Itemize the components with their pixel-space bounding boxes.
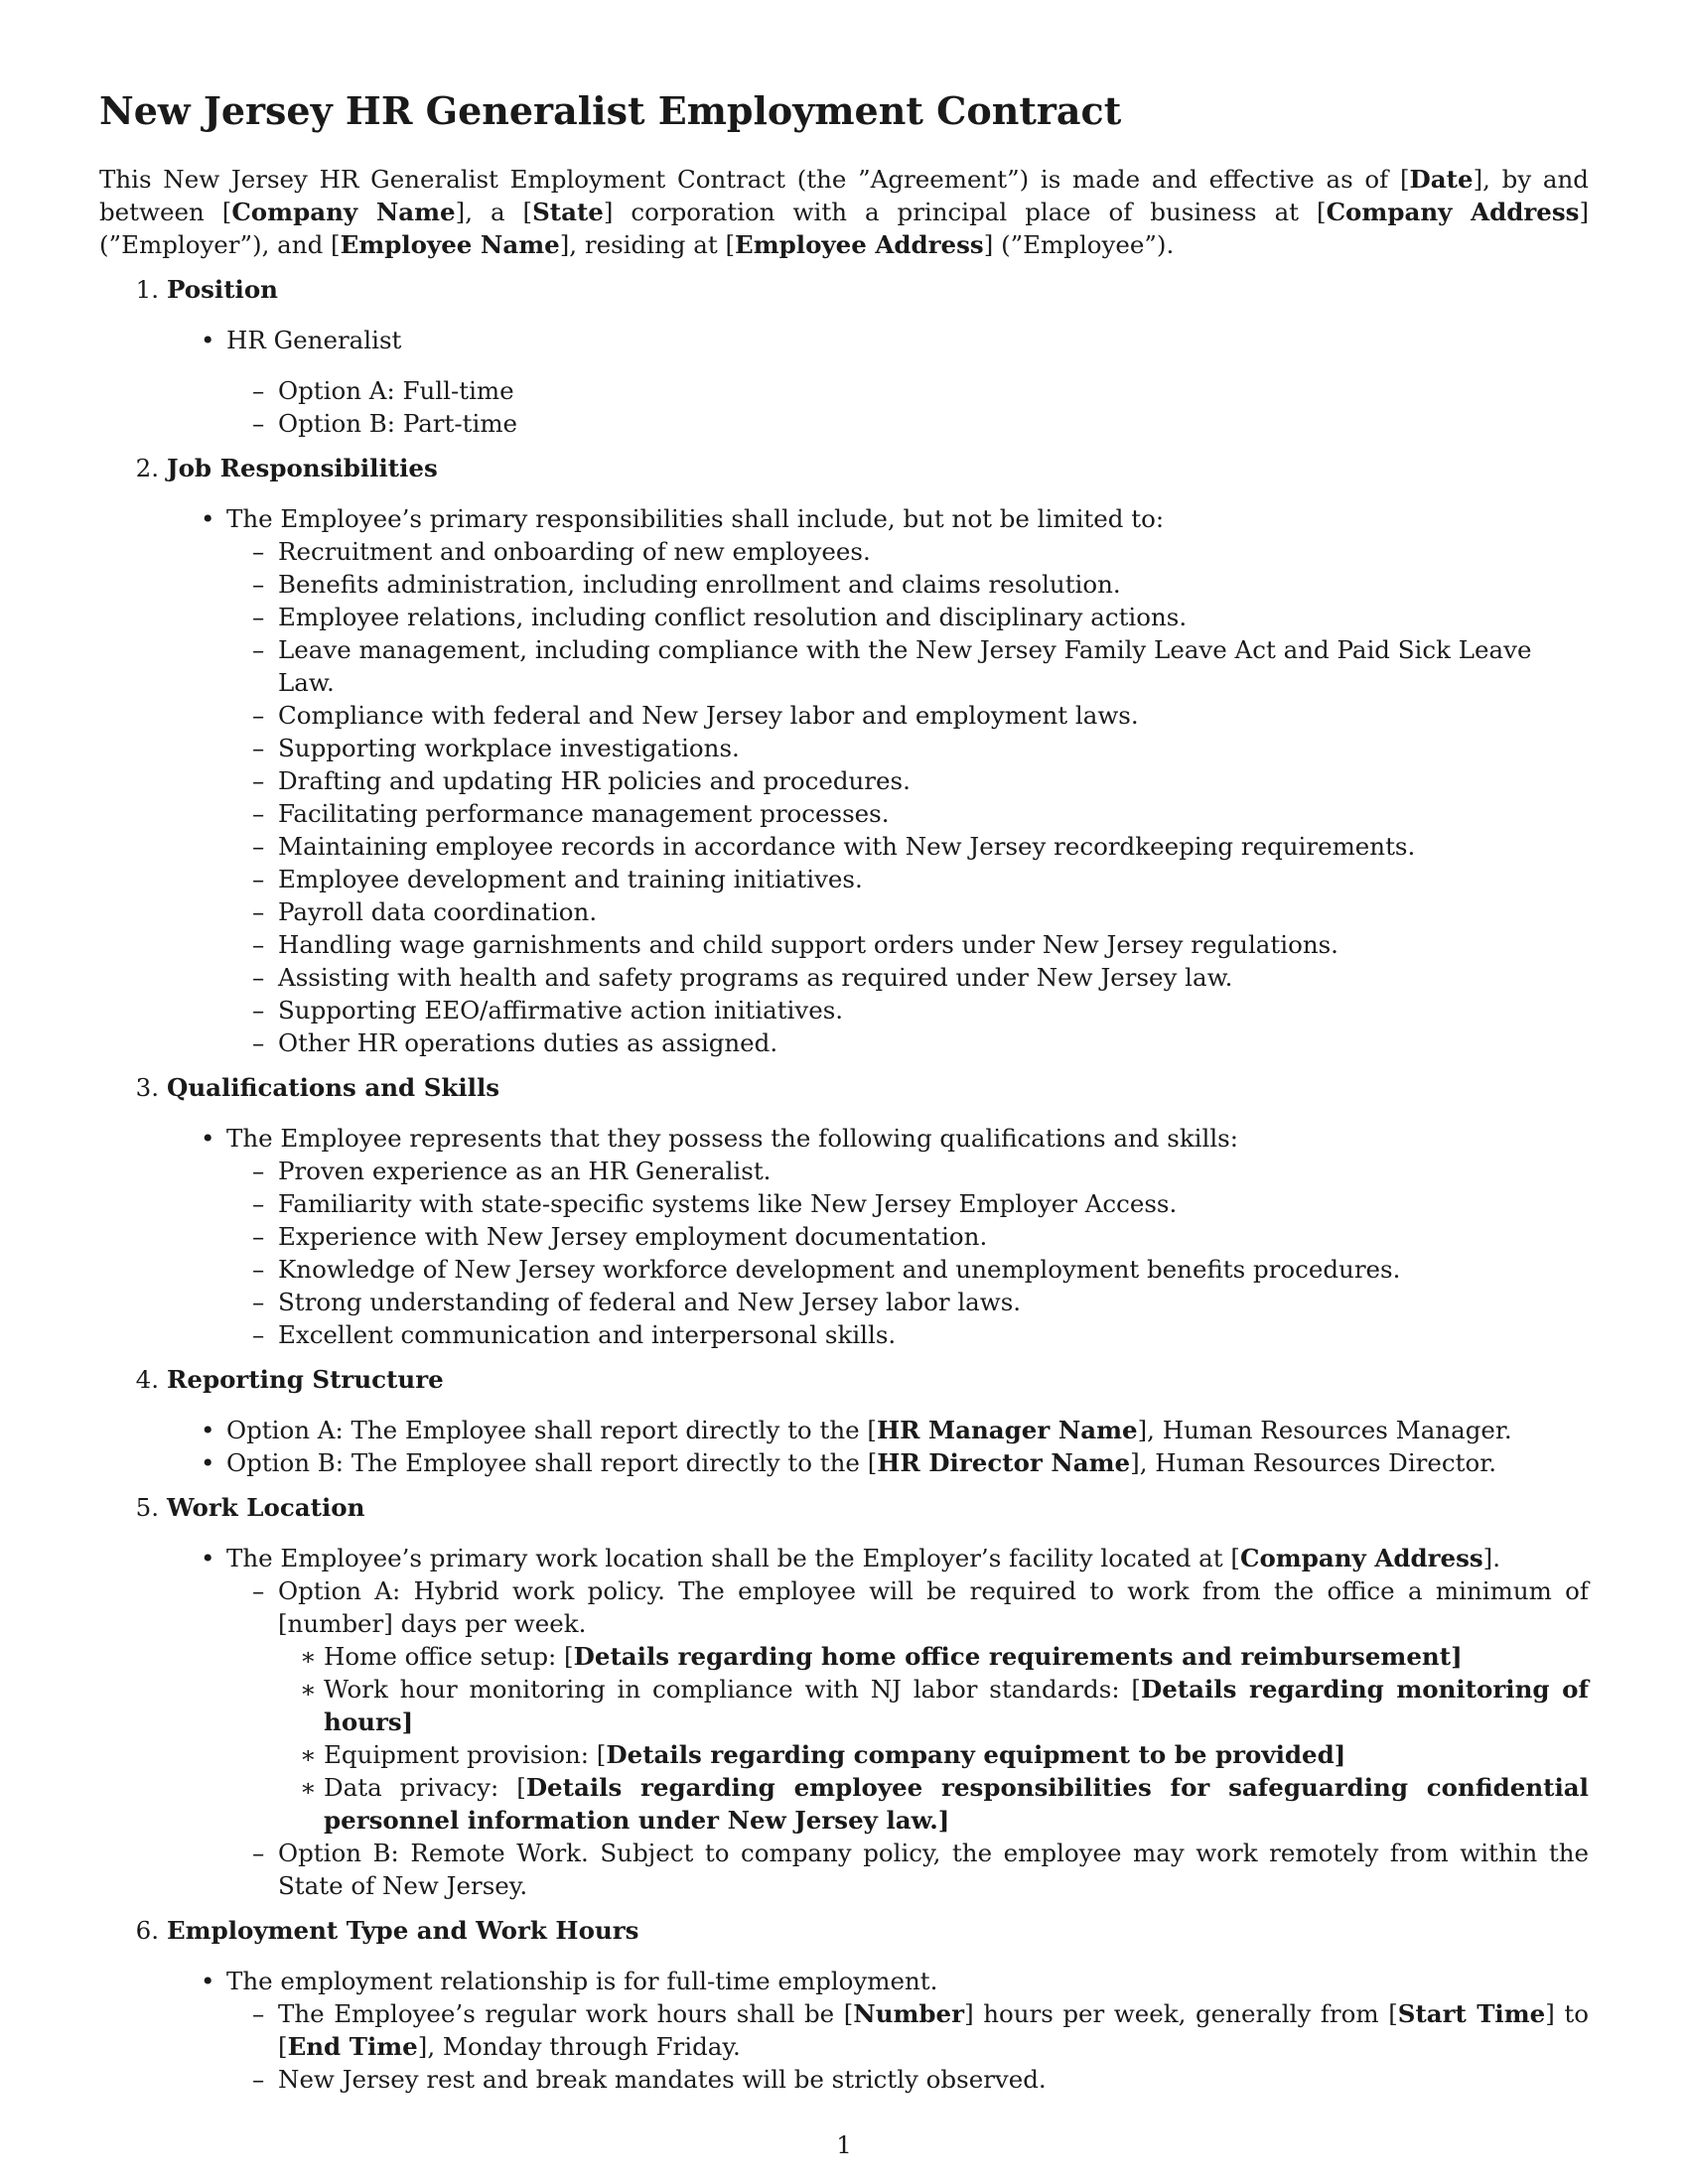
list-item: – Maintaining employee records in accordance with New Jersey recordkeeping requirements. — [278, 830, 1589, 863]
bullet-list — [226, 1122, 1589, 1351]
section-heading — [99, 1914, 1589, 1947]
section-title: Reporting Structure — [167, 1365, 444, 1394]
list-item: ∗ Data privacy: [Details regarding employee responsibilities for safeguarding confidential personnel information under New Jersey law.] — [324, 1771, 1589, 1837]
sub-list — [278, 1574, 1589, 1902]
section-heading — [99, 452, 1589, 484]
list-item: • The Employee’s primary work location shall be the Employer’s facility located at [Company Address]. – Option A: Hybrid work policy. The employee will be required to work from the office a minimum of [number] days per week. ∗ Home office setup: [Details regarding home office requirements and reimbursement] ∗ Work hour monitoring in compliance with NJ labor standards: [Details regarding monitoring of hours] ∗ Equipment provision: [Details regarding company equipment to be provided] ∗ Data privacy: [Details regarding employee responsibilities for safeguarding confidential personnel information under New Jersey law.] – Option B: Remote Work. Subject to company policy, the employee may work remotely from within the State of New Jersey. — [226, 1542, 1589, 1902]
bullet-list — [226, 1542, 1589, 1902]
list-item: – Strong understanding of federal and New Jersey labor laws. — [278, 1286, 1589, 1318]
section-title: Work Location — [167, 1493, 365, 1522]
list-item: • HR Generalist – Option A: Full-time – Option B: Part-time — [226, 324, 1589, 440]
detail-list — [324, 1640, 1589, 1837]
section-heading — [99, 1491, 1589, 1524]
section-number: 4. — [135, 1365, 159, 1394]
list-item: – Other HR operations duties as assigned. — [278, 1026, 1589, 1059]
list-item: • Option B: The Employee shall report directly to the [HR Director Name], Human Resources Director. — [226, 1446, 1589, 1479]
section-heading — [99, 1071, 1589, 1104]
section-title: Job Responsibilities — [167, 454, 438, 482]
section-qualifications — [99, 1071, 1589, 1351]
list-item: – Supporting workplace investigations. — [278, 732, 1589, 764]
list-item: – Proven experience as an HR Generalist. — [278, 1155, 1589, 1187]
hr-manager-name-placeholder: HR Manager Name — [876, 1416, 1138, 1444]
list-item: – Option A: Hybrid work policy. The employee will be required to work from the office a minimum of [number] days per week. ∗ Home office setup: [Details regarding home office requirements and reimbursement] ∗ Work hour monitoring in compliance with NJ labor standards: [Details regarding monitoring of hours] ∗ Equipment provision: [Details regarding company equipment to be provided] ∗ Data privacy: [Details regarding employee responsibilities for safeguarding confidential personnel information under New Jersey law.] — [278, 1574, 1589, 1837]
section-number: 1. — [135, 275, 159, 304]
section-position — [99, 273, 1589, 440]
list-item: – The Employee’s regular work hours shall be [Number] hours per week, generally from [Start Time] to [End Time], Monday through Friday. — [278, 1997, 1589, 2063]
list-item: – Option B: Remote Work. Subject to company policy, the employee may work remotely from within the State of New Jersey. — [278, 1837, 1589, 1902]
sub-list — [278, 535, 1589, 1059]
list-item: – New Jersey rest and break mandates will be strictly observed. — [278, 2063, 1589, 2096]
company-name-placeholder: Company Name — [231, 198, 456, 226]
end-time-placeholder: End Time — [287, 2032, 418, 2061]
list-item: – Familiarity with state-specific systems like New Jersey Employer Access. — [278, 1187, 1589, 1220]
sub-list — [278, 1155, 1589, 1351]
list-item: – Handling wage garnishments and child support orders under New Jersey regulations. — [278, 928, 1589, 961]
list-item: – Supporting EEO/affirmative action initiatives. — [278, 994, 1589, 1026]
list-item: – Payroll data coordination. — [278, 895, 1589, 928]
bullet-list — [226, 502, 1589, 1059]
section-number: 3. — [135, 1073, 159, 1102]
bullet-list — [226, 1965, 1589, 2096]
hr-director-name-placeholder: HR Director Name — [877, 1448, 1131, 1477]
employee-name-placeholder: Employee Name — [340, 230, 560, 259]
list-item: – Benefits administration, including enrollment and claims resolution. — [278, 568, 1589, 601]
employee-address-placeholder: Employee Address — [735, 230, 984, 259]
document-page — [99, 87, 1589, 2096]
sub-list — [278, 374, 1589, 440]
list-item: – Option B: Part-time — [278, 407, 1589, 440]
list-item: ∗ Equipment provision: [Details regarding company equipment to be provided] — [324, 1738, 1589, 1771]
section-heading — [99, 1363, 1589, 1396]
section-work-location — [99, 1491, 1589, 1902]
section-reporting-structure — [99, 1363, 1589, 1479]
start-time-placeholder: Start Time — [1397, 1999, 1546, 2028]
section-number: 5. — [135, 1493, 159, 1522]
document-title: New Jersey HR Generalist Employment Contract — [99, 88, 1122, 133]
list-item: – Drafting and updating HR policies and procedures. — [278, 764, 1589, 797]
section-title: Position — [167, 275, 278, 304]
list-item: ∗ Work hour monitoring in compliance with NJ labor standards: [Details regarding monitoring of hours] — [324, 1673, 1589, 1738]
section-heading — [99, 273, 1589, 306]
company-address-placeholder: Company Address — [1326, 198, 1580, 226]
section-number: 2. — [135, 454, 159, 482]
section-job-responsibilities — [99, 452, 1589, 1059]
list-item: ∗ Home office setup: [Details regarding home office requirements and reimbursement] — [324, 1640, 1589, 1673]
state-placeholder: State — [532, 198, 604, 226]
list-item: • Option A: The Employee shall report directly to the [HR Manager Name], Human Resources Manager. — [226, 1414, 1589, 1446]
page-number: 1 — [836, 2130, 852, 2159]
section-number: 6. — [135, 1916, 159, 1945]
list-item: – Compliance with federal and New Jersey labor and employment laws. — [278, 699, 1589, 732]
list-item: • The employment relationship is for full-time employment. – The Employee’s regular work hours shall be [Number] hours per week, generally from [Start Time] to [End Time], Monday through Friday. – New Jersey rest and break mandates will be strictly observed. — [226, 1965, 1589, 2096]
intro-paragraph: This New Jersey HR Generalist Employment Contract (the ”Agreement”) is made and effective as of [Date], by and between [Company Name], a [State] corporation with a principal place of business at [Company Address] (”Employer”), and [Employee Name], residing at [Employee Address] (”Employee”). — [99, 165, 1590, 259]
date-placeholder: Date — [1409, 165, 1474, 194]
list-item: – Knowledge of New Jersey workforce development and unemployment benefits procedures. — [278, 1253, 1589, 1286]
list-item: – Experience with New Jersey employment documentation. — [278, 1220, 1589, 1253]
section-title: Employment Type and Work Hours — [167, 1916, 639, 1945]
sub-list — [278, 1997, 1589, 2096]
list-item: – Recruitment and onboarding of new employees. — [278, 535, 1589, 568]
list-item: – Leave management, including compliance with the New Jersey Family Leave Act and Paid Sick Leave Law. — [278, 633, 1589, 699]
bullet-list — [226, 1414, 1589, 1479]
bullet-list — [226, 324, 1589, 440]
company-address-placeholder: Company Address — [1239, 1544, 1483, 1572]
list-item: – Excellent communication and interpersonal skills. — [278, 1318, 1589, 1351]
section-employment-type — [99, 1914, 1589, 2096]
list-item: – Employee development and training initiatives. — [278, 863, 1589, 895]
list-item: – Employee relations, including conflict resolution and disciplinary actions. — [278, 601, 1589, 633]
list-item: – Facilitating performance management processes. — [278, 797, 1589, 830]
list-item: • The Employee’s primary responsibilities shall include, but not be limited to: – Recruitment and onboarding of new employees. – Benefits administration, including enrollment and claims resolution. – Employee relations, including conflict resolution and disciplinary actions. – Leave management, including compliance with the New Jersey Family Leave Act and Paid Sick Leave Law. – Compliance with federal and New Jersey labor and employment laws. – Supporting workplace investigations. – Drafting and updating HR policies and procedures. – Facilitating performance management processes. – Maintaining employee records in accordance with New Jersey recordkeeping requirements. – Employee development and training initiatives. – Payroll data coordination. – Handling wage garnishments and child support orders under New Jersey regulations. – Assisting with health and safety programs as required under New Jersey law. – Supporting EEO/affirmative action initiatives. – Other HR operations duties as assigned. — [226, 502, 1589, 1059]
list-item: • The Employee represents that they possess the following qualifications and skills: – Proven experience as an HR Generalist. – Familiarity with state-specific systems like New Jersey Employer Access. – Experience with New Jersey employment documentation. – Knowledge of New Jersey workforce development and unemployment benefits procedures. – Strong understanding of federal and New Jersey labor laws. – Excellent communication and interpersonal skills. — [226, 1122, 1589, 1351]
list-item: – Option A: Full-time — [278, 374, 1589, 407]
hours-number-placeholder: Number — [853, 1999, 965, 2028]
section-title: Qualifications and Skills — [167, 1073, 500, 1102]
list-item: – Assisting with health and safety programs as required under New Jersey law. — [278, 961, 1589, 994]
